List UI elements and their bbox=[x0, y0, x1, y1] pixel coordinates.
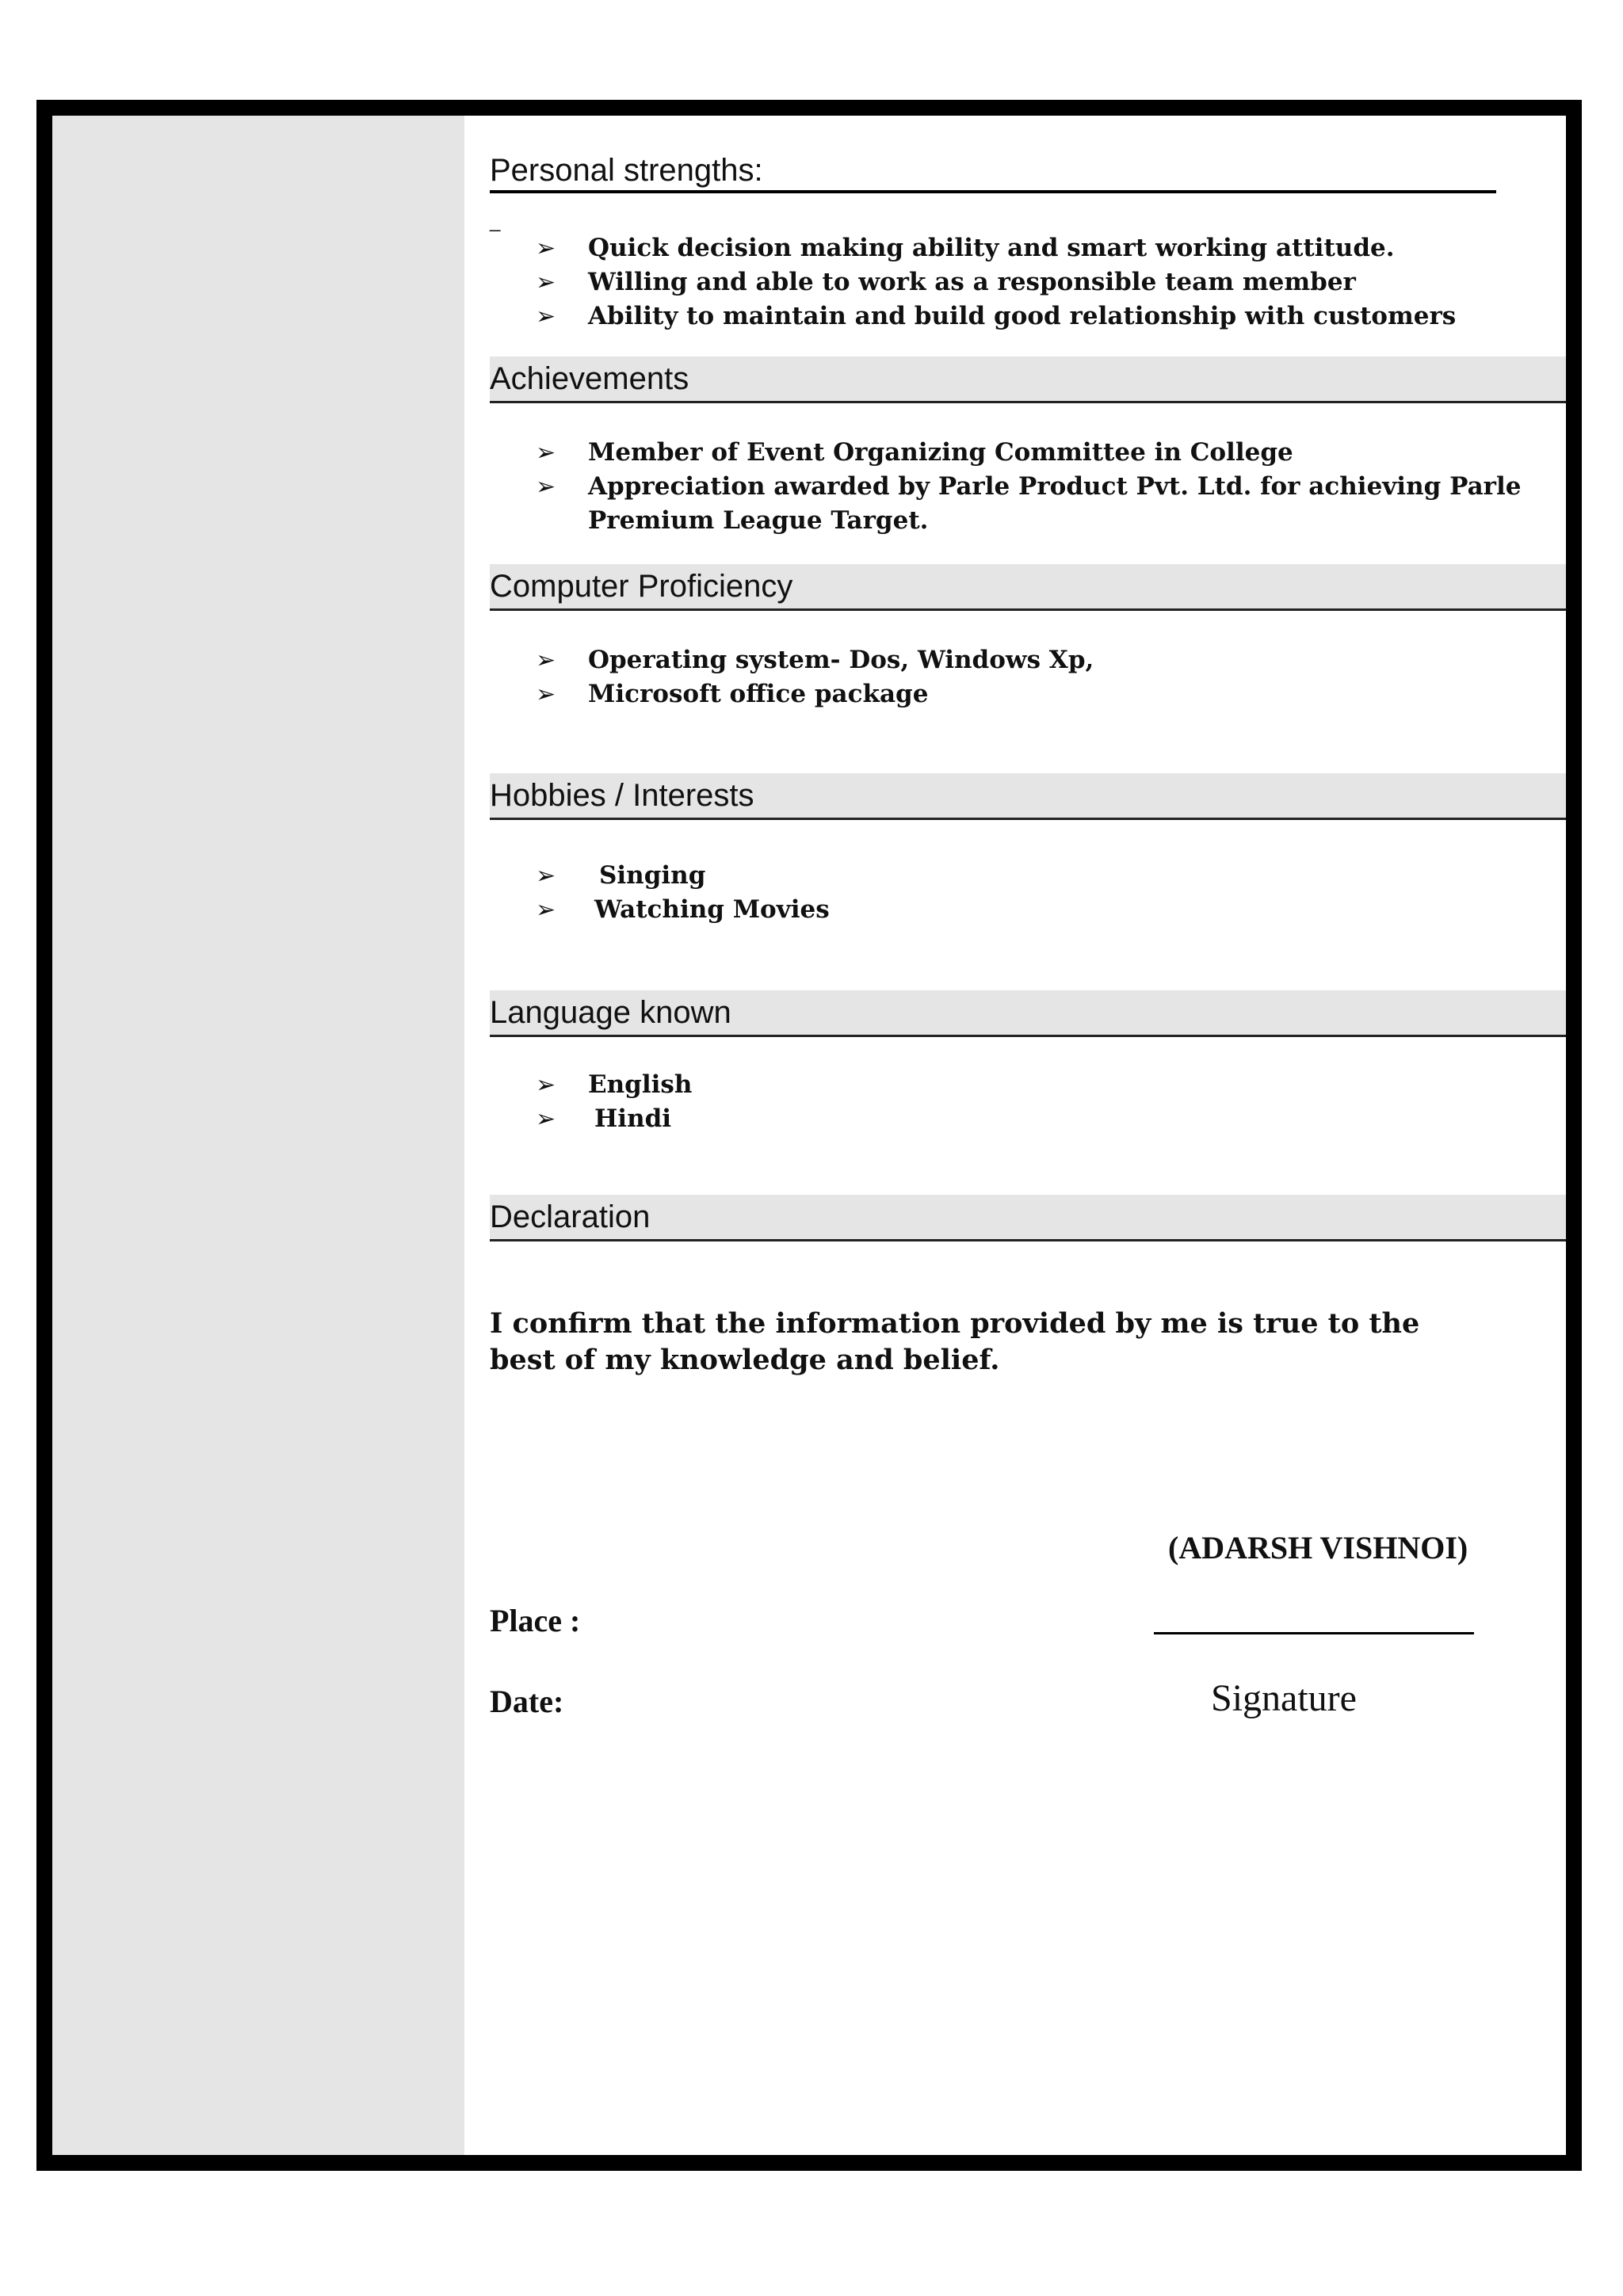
applicant-name: (ADARSH VISHNOI) bbox=[1168, 1530, 1468, 1566]
declaration-text: I confirm that the information provided by me is true to the best of my knowledge and belief. bbox=[490, 1307, 1420, 1376]
list-item: ➢ Hindi bbox=[490, 1102, 1534, 1136]
list-item: ➢ Appreciation awarded by Parle Product Pvt. Ltd. for achieving Parle Premium League Target. bbox=[490, 470, 1534, 538]
date-label: Date: bbox=[490, 1684, 564, 1719]
list-item: ➢ Microsoft office package bbox=[490, 677, 1534, 711]
list-item: ➢ Member of Event Organizing Committee in College bbox=[490, 436, 1534, 470]
language-heading: Language known bbox=[490, 990, 1566, 1037]
list-item: ➢ Watching Movies bbox=[490, 893, 1534, 927]
arrow-bullet-icon: ➢ bbox=[536, 473, 556, 501]
list-item: ➢ Operating system- Dos, Windows Xp, bbox=[490, 643, 1534, 677]
arrow-bullet-icon: ➢ bbox=[536, 269, 556, 296]
resume-content bbox=[490, 116, 1566, 2155]
arrow-bullet-icon: ➢ bbox=[536, 646, 556, 674]
computer-proficiency-list bbox=[490, 643, 1534, 711]
declaration-heading: Declaration bbox=[490, 1195, 1566, 1241]
personal-strengths-heading: Personal strengths: bbox=[490, 151, 1496, 193]
list-item: ➢ English bbox=[490, 1068, 1534, 1102]
resume-page-frame bbox=[36, 100, 1582, 2171]
computer-proficiency-heading: Computer Proficiency bbox=[490, 564, 1566, 611]
list-item: ➢ Ability to maintain and build good relationship with customers bbox=[490, 299, 1534, 334]
arrow-bullet-icon: ➢ bbox=[536, 439, 556, 467]
arrow-bullet-icon: ➢ bbox=[536, 1105, 556, 1133]
arrow-bullet-icon: ➢ bbox=[536, 303, 556, 330]
list-item: ➢ Quick decision making ability and smart working attitude. bbox=[490, 231, 1534, 265]
arrow-bullet-icon: ➢ bbox=[536, 235, 556, 262]
signature-label: Signature bbox=[1211, 1677, 1357, 1719]
hobbies-heading: Hobbies / Interests bbox=[490, 773, 1566, 820]
sidebar-panel bbox=[52, 116, 464, 2155]
achievements-list bbox=[490, 436, 1534, 538]
heading-dash: _ bbox=[490, 211, 501, 232]
list-item: ➢ Willing and able to work as a responsible team member bbox=[490, 265, 1534, 299]
signature-line bbox=[1154, 1632, 1474, 1634]
arrow-bullet-icon: ➢ bbox=[536, 681, 556, 708]
arrow-bullet-icon: ➢ bbox=[536, 862, 556, 890]
place-label: Place : bbox=[490, 1603, 581, 1638]
arrow-bullet-icon: ➢ bbox=[536, 896, 556, 924]
personal-strengths-list bbox=[490, 231, 1534, 334]
language-list bbox=[490, 1068, 1534, 1136]
arrow-bullet-icon: ➢ bbox=[536, 1071, 556, 1099]
achievements-heading: Achievements bbox=[490, 357, 1566, 403]
hobbies-list bbox=[490, 859, 1534, 927]
list-item: ➢ Singing bbox=[490, 859, 1534, 893]
